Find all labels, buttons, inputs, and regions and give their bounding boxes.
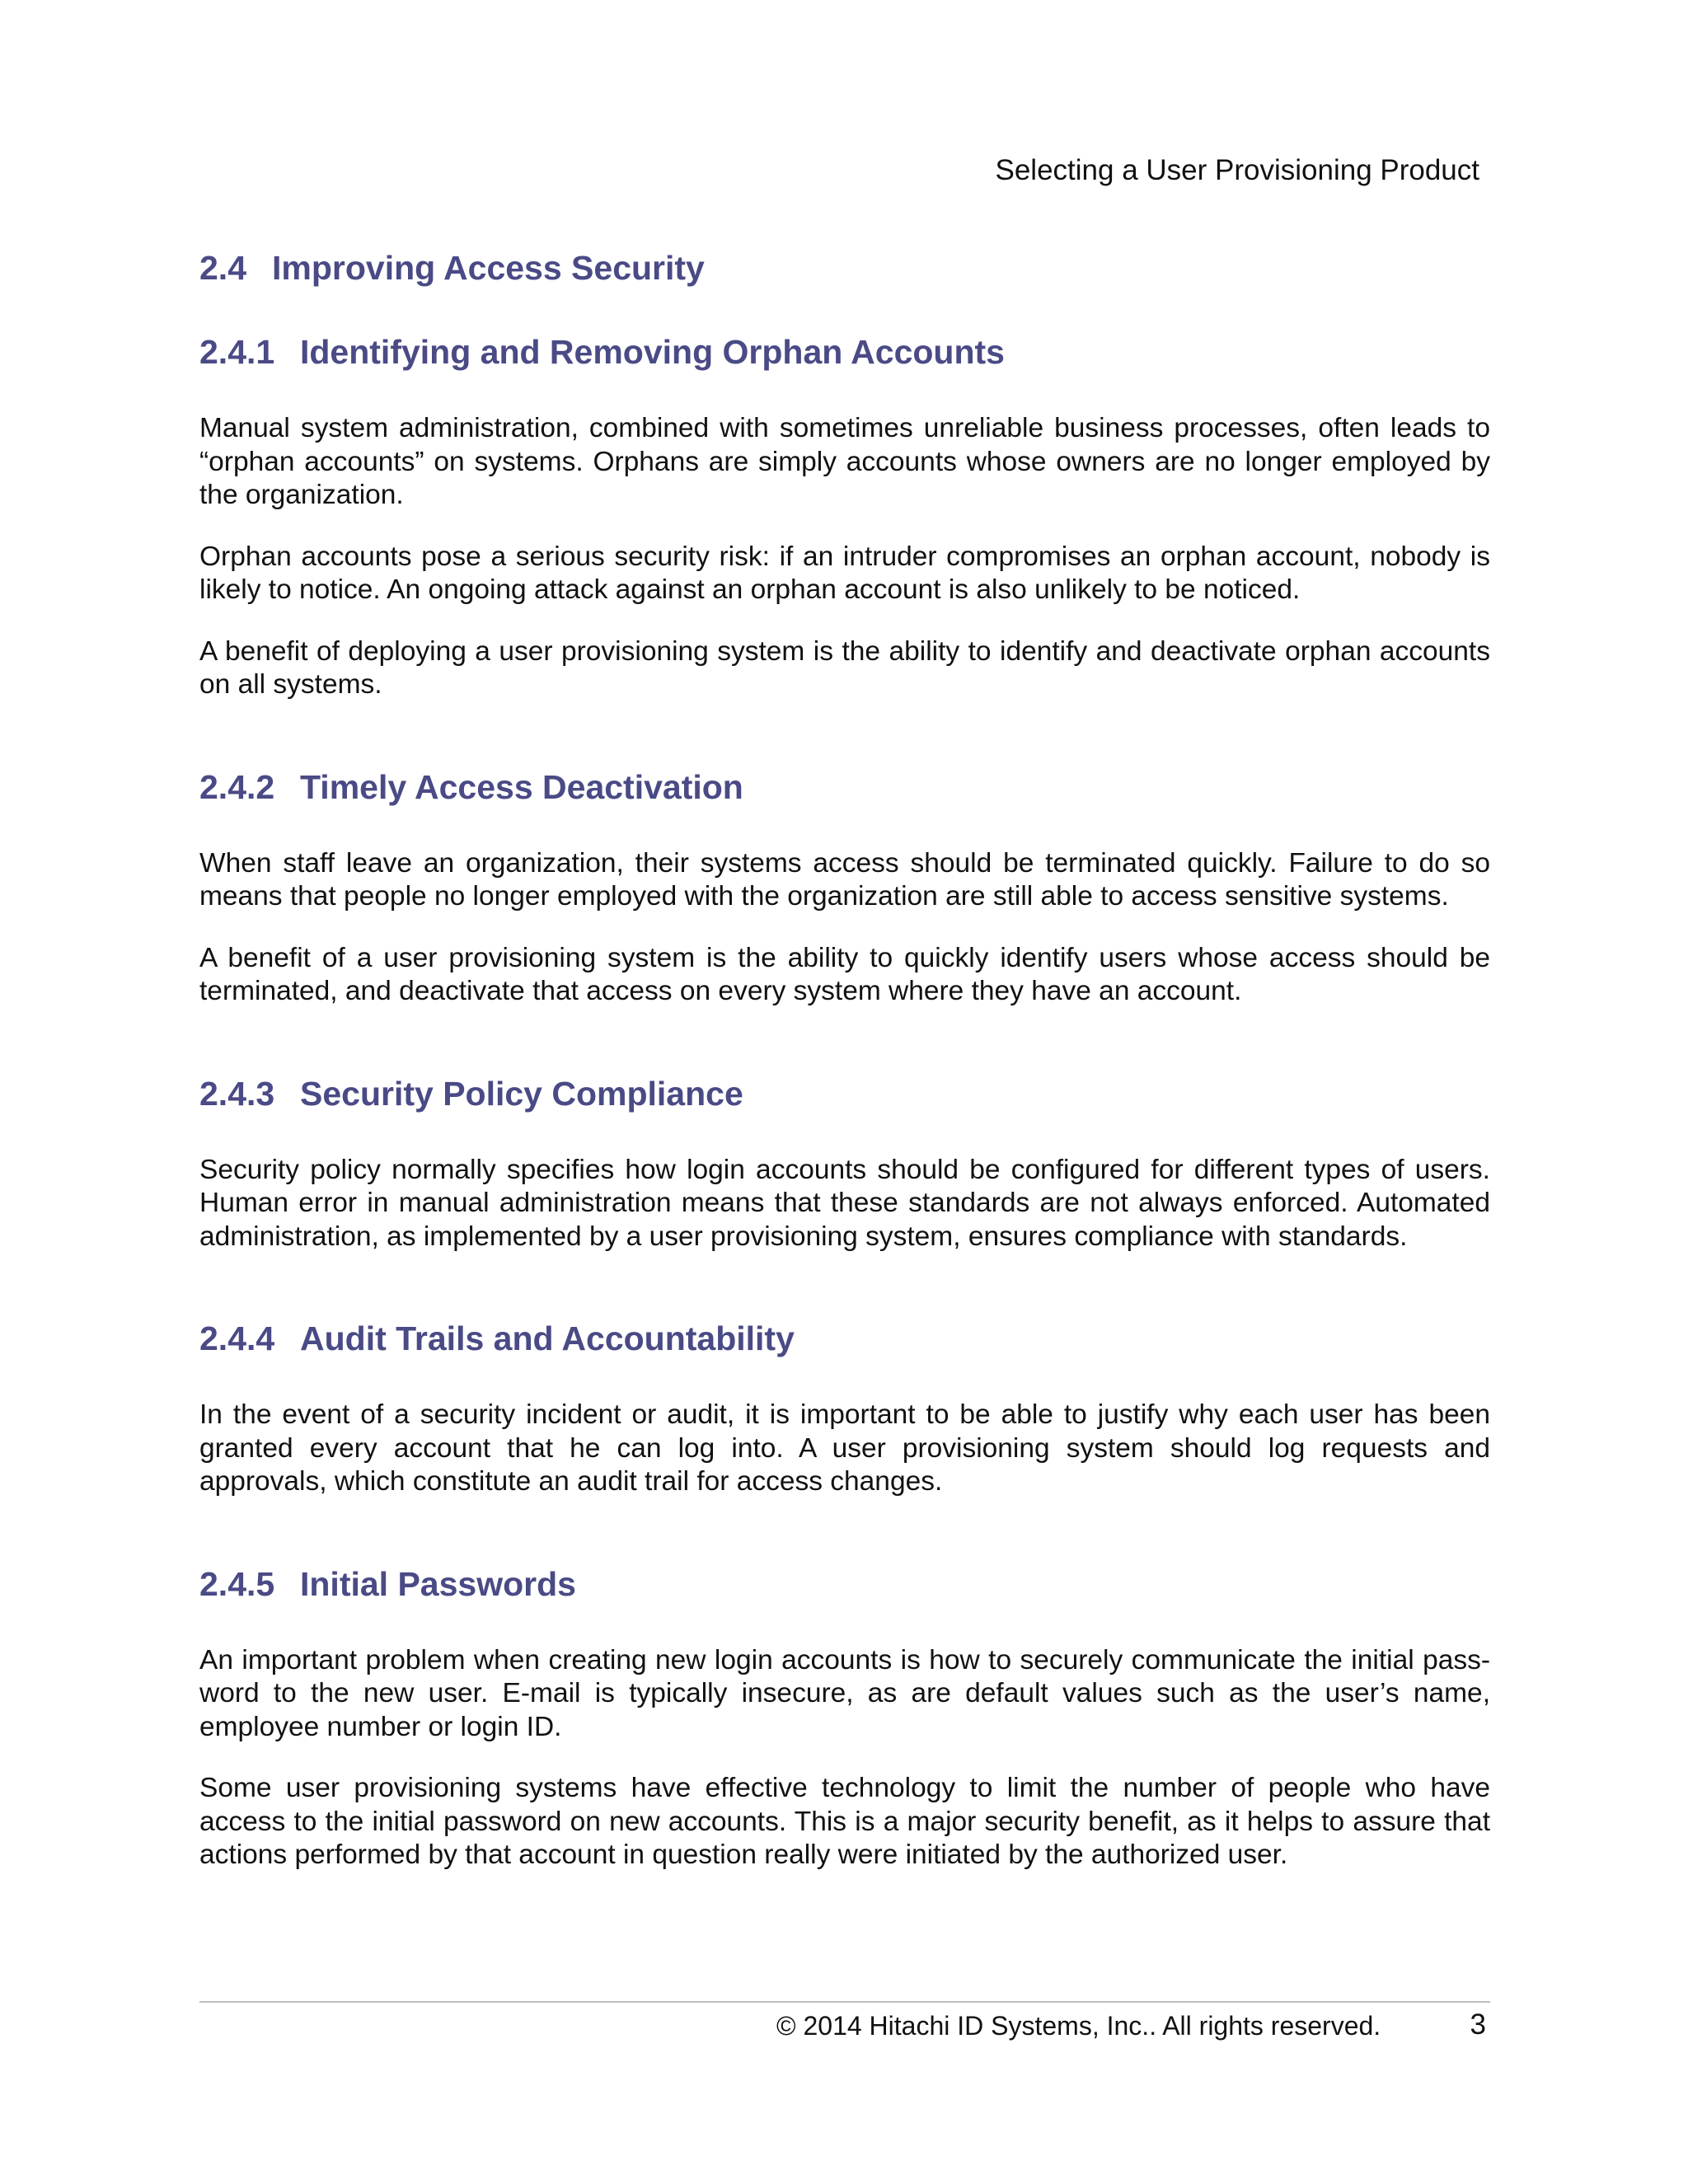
paragraph: When staff leave an organization, their systems access should be terminated quickly. Failure to do so means that people no longer employed with the organization are still able to access sensitive systems. bbox=[199, 847, 1490, 912]
subsection-timely-deactivation bbox=[199, 766, 1490, 1009]
subsection-heading bbox=[199, 331, 1490, 373]
running-header: Selecting a User Provisioning Product bbox=[995, 154, 1479, 186]
paragraph: Security policy normally specifies how login accounts should be configured for different types of users. Human error in manual administration means that these standards are not always enforced. Automated administration, as implemented by a user provisioning system, ensures compliance with standards. bbox=[199, 1154, 1490, 1252]
subsection-orphan-accounts bbox=[199, 331, 1490, 702]
subsection-title: Security Policy Compliance bbox=[300, 1074, 743, 1113]
section-heading bbox=[199, 247, 1490, 288]
subsection-number: 2.4.2 bbox=[199, 767, 275, 806]
subsection-audit-trails bbox=[199, 1318, 1490, 1499]
subsection-title: Timely Access Deactivation bbox=[300, 767, 743, 806]
paragraph: In the event of a security incident or audit, it is important to be able to justify why each user has been granted every account that he can log into. A user provisioning system should log requests and approvals, which constitute an audit trail for access changes. bbox=[199, 1399, 1490, 1497]
footer-copyright: © 2014 Hitachi ID Systems, Inc.. All rights reserved. bbox=[776, 2011, 1381, 2041]
subsection-number: 2.4.5 bbox=[199, 1564, 275, 1603]
subsection-number: 2.4.1 bbox=[199, 333, 275, 371]
subsection-number: 2.4.4 bbox=[199, 1319, 275, 1357]
subsection-heading bbox=[199, 1318, 1490, 1359]
paragraph: A benefit of deploying a user provisioning system is the ability to identify and deactivate orphan accounts on all systems. bbox=[199, 635, 1490, 700]
subsection-heading bbox=[199, 766, 1490, 808]
subsection-title: Initial Passwords bbox=[300, 1564, 576, 1603]
subsection-number: 2.4.3 bbox=[199, 1074, 275, 1113]
page-content bbox=[199, 247, 1490, 1872]
paragraph: Manual system administration, combined with sometimes unreliable business processes, often leads to “orphan accounts” on systems. Orphans are simply accounts whose owners are no longer employed by the organization. bbox=[199, 413, 1490, 510]
subsection-heading bbox=[199, 1073, 1490, 1114]
subsection-title: Identifying and Removing Orphan Accounts bbox=[300, 333, 1005, 371]
page-number: 3 bbox=[1470, 2008, 1486, 2041]
paragraph: Orphan accounts pose a serious security risk: if an intruder compromises an orphan account, nobody is likely to notice. An ongoing attack against an orphan account is also unlikely to be noticed. bbox=[199, 541, 1490, 605]
paragraph: A benefit of a user provisioning system is the ability to quickly identify users whose access should be terminated, and deactivate that access on every system where they have an account. bbox=[199, 942, 1490, 1006]
subsection-initial-passwords bbox=[199, 1563, 1490, 1872]
section-title: Improving Access Security bbox=[272, 249, 705, 287]
section-number: 2.4 bbox=[199, 249, 246, 287]
paragraph: An important problem when creating new login accounts is how to securely communicate the initial pass-word to the new user. E-mail is typically insecure, as are default values such as the user’s name, employee number or login ID. bbox=[199, 1644, 1490, 1742]
subsection-heading bbox=[199, 1563, 1490, 1605]
paragraph: Some user provisioning systems have effective technology to limit the number of people who have access to the initial password on new accounts. This is a major security benefit, as it helps to assure that actions performed by that account in question really were initiated by the authorized user. bbox=[199, 1773, 1490, 1870]
footer-divider bbox=[199, 2001, 1490, 2003]
subsection-title: Audit Trails and Accountability bbox=[300, 1319, 795, 1357]
subsection-policy-compliance bbox=[199, 1073, 1490, 1254]
